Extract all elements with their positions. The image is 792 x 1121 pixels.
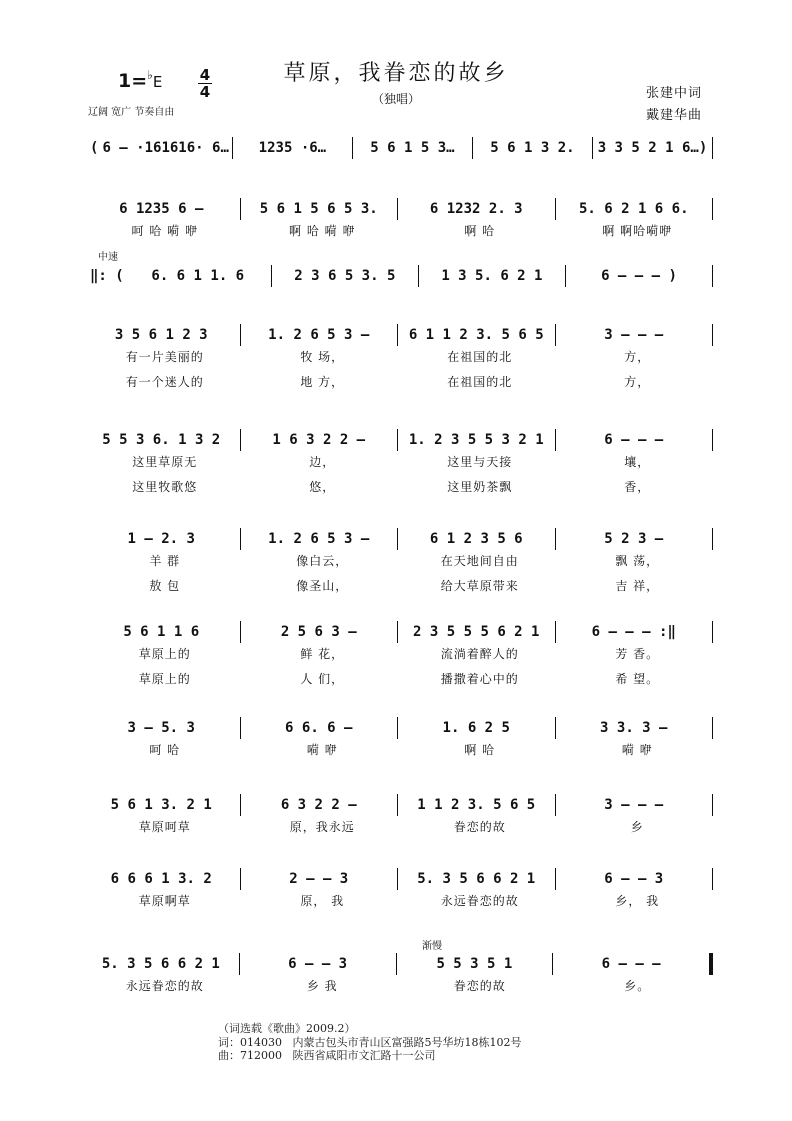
tempo-marking: 辽阔 宽广 节奏自由 [88,107,175,118]
lyric-segment: 原，我永远 [289,820,355,834]
lyric-line [86,478,716,495]
lyric-segment: 流淌着醉人的 [440,647,519,661]
measure: 6 6 6 1 3. 2 [110,871,212,887]
barline [418,265,419,287]
score-row [86,198,716,220]
lyric-segment: 啊 啊哈嗬咿 [602,224,673,238]
barline [240,868,241,890]
barline [555,198,556,220]
barline [555,717,556,739]
barline [352,137,353,159]
lyric-segment: 乡 [630,820,644,834]
barline [240,717,241,739]
barline [239,953,240,975]
score-row [86,621,716,643]
measure: 1 6 3 2 2 – [272,432,366,448]
lyric-segment: 这里奶茶飘 [447,480,513,494]
measure: 2 3 6 5 3. 5 [294,268,396,284]
barline [712,794,713,816]
lyric-line [86,453,716,470]
barline [397,528,398,550]
row-opening: ‖: ( [90,268,124,284]
barline [565,265,566,287]
lyric-segment: 边， [309,455,336,469]
barline [396,953,397,975]
measure: 6 – – 3 [604,871,664,887]
measure: 6. 6 1 1. 6 [151,268,245,284]
barline [712,137,713,159]
lyric-segment: 芳 香。 [615,647,660,661]
lyric-line [86,977,716,994]
score-row [86,868,716,890]
barline [712,868,713,890]
lyric-segment: 人 们， [300,672,345,686]
lyricist-credit: 张建中词 [645,86,702,101]
lyric-segment: 方， [624,350,651,364]
measure: 5. 3 5 6 6 2 1 [101,956,220,972]
lyric-segment: 啊 哈 [464,224,496,238]
barline [397,198,398,220]
measure: 1 – 2. 3 [127,531,195,547]
lyric-segment: 永远眷恋的故 [440,894,519,908]
lyric-segment: 草原上的 [138,647,191,661]
row-opening: ( [90,140,99,156]
measure: 6 6. 6 – [285,720,353,736]
barline [271,265,272,287]
measure: 1. 2 3 5 5 3 2 1 [408,432,544,448]
barline [397,794,398,816]
lyric-segment: 啊 哈 [464,743,496,757]
score-row [86,265,716,287]
measure: 6 – – – [604,432,664,448]
measure: 5 6 1 5 3… [370,140,455,156]
barline [240,621,241,643]
measure: 3 – – – [604,327,664,343]
composer-credit: 戴建华曲 [645,108,702,123]
score-row [86,429,716,451]
barline [397,717,398,739]
measure: 1 3 5. 6 2 1 [441,268,543,284]
measure: 5 6 1 5 6 5 3. [259,201,378,217]
barline [240,324,241,346]
measure: 5 6 1 3. 2 1 [110,797,212,813]
barline [552,953,553,975]
barline [709,953,713,975]
score-row [86,324,716,346]
measure: 1. 2 6 5 3 – [268,531,370,547]
barline [232,137,233,159]
lyric-line [86,577,716,594]
score-row [86,953,716,975]
measure: 6 – – 3 [288,956,348,972]
lyric-segment: 羊 群 [149,554,181,568]
lyric-segment: 乡 我 [306,979,338,993]
barline [712,429,713,451]
lyric-segment: 乡。 [624,979,651,993]
lyric-segment: 像圣山， [296,579,349,593]
lyric-segment: 在祖国的北 [447,350,513,364]
measure: 5 6 1 3 2. [490,140,575,156]
measure: 1. 6 2 5 [442,720,510,736]
lyricist-address: 词：014030 内蒙古包头市青山区富强路5号华坊18栋102号 [218,1036,522,1049]
lyric-segment: 方， [624,375,651,389]
measure: 5. 6 2 1 6 6. [578,201,689,217]
measure: 3 – – – [604,797,664,813]
lyric-line [86,222,716,239]
lyric-segment: 有一片美丽的 [125,350,204,364]
lyric-segment: 给大草原带来 [440,579,519,593]
measure: 5 5 3 5 1 [436,956,513,972]
lyric-segment: 这里与天接 [447,455,513,469]
lyric-segment: 像白云， [296,554,349,568]
lyric-segment: 希 望。 [615,672,660,686]
lyric-segment: 悠， [309,480,336,494]
lyric-segment: 眷恋的故 [453,820,506,834]
lyric-line [86,670,716,687]
barline [240,794,241,816]
barline [712,621,713,643]
barline [240,429,241,451]
barline [397,324,398,346]
lyric-segment: 播撒着心中的 [440,672,519,686]
barline [472,137,473,159]
barline [555,429,556,451]
lyric-segment: 鲜 花， [300,647,345,661]
measure: 6 3 2 2 – [280,797,357,813]
measure: 2 – – 3 [289,871,349,887]
barline [397,868,398,890]
lyric-segment: 牧 场， [300,350,345,364]
lyric-segment: 这里草原无 [132,455,198,469]
lyric-segment: 原， 我 [300,894,345,908]
source-note: （词选载《歌曲》2009.2） [218,1022,356,1035]
measure: 6 1 2 3 5 6 [429,531,523,547]
lyric-line [86,552,716,569]
measure: 6 – – – :‖ [591,624,676,640]
barline [240,528,241,550]
lyric-segment: 地 方， [300,375,345,389]
lyric-segment: 呵 哈 [149,743,181,757]
barline [555,794,556,816]
lyric-segment: 嗬 咿 [306,743,338,757]
composer-address: 曲：712000 陕西省咸阳市文汇路十一公司 [218,1049,436,1062]
barline [397,621,398,643]
lyric-segment: 嗬 咿 [621,743,653,757]
lyric-segment: 敖 包 [149,579,181,593]
lyric-segment: 这里牧歌悠 [132,480,198,494]
measure: 3 3. 3 – [600,720,668,736]
ritardando-marking: 渐慢 [422,941,442,952]
measure: 3 – 5. 3 [127,720,195,736]
score-row [86,528,716,550]
lyric-line [86,741,716,758]
lyric-segment: 乡， 我 [615,894,660,908]
measure: 5. 3 5 6 6 2 1 [417,871,536,887]
measure: 6 1232 2. 3 [429,201,523,217]
measure: 6 – – – [601,956,661,972]
lyric-segment: 草原啊草 [138,894,191,908]
lyric-line [86,348,716,365]
measure: 5 5 3 6. 1 3 2 [102,432,221,448]
key-signature: 1=♭E [118,68,163,92]
measure: 6 – – – ) [601,268,677,284]
lyric-line [86,373,716,390]
lyric-segment: 壤， [624,455,651,469]
measure: 2 3 5 5 5 6 2 1 [413,624,540,640]
barline [397,429,398,451]
barline [712,324,713,346]
lyric-segment: 香， [624,480,651,494]
barline [712,717,713,739]
measure: 3 5 6 1 2 3 [114,327,208,343]
time-signature: 4 4 [199,66,211,101]
measure: 6 1235 6 – [119,201,204,217]
measure: 1. 2 6 5 3 – [268,327,370,343]
barline [555,868,556,890]
song-subtitle: （独唱） [371,92,420,106]
lyric-line [86,645,716,662]
measure: 2 5 6 3 – [280,624,357,640]
score-row [86,137,716,159]
speed-marking: 中速 [98,252,118,263]
song-title: 草原，我眷恋的故乡 [283,61,509,86]
lyric-segment: 在祖国的北 [447,375,513,389]
barline [555,528,556,550]
lyric-segment: 在天地间自由 [440,554,519,568]
barline [712,528,713,550]
lyric-segment: 呵 哈 嗬 咿 [131,224,198,238]
measure: 6 – ·161616· 6… [102,140,229,156]
measure: 5 6 1 1 6 [123,624,200,640]
lyric-segment: 有一个迷人的 [125,375,204,389]
lyric-segment: 草原上的 [138,672,191,686]
measure: 1235 ·6… [258,140,327,156]
barline [712,198,713,220]
barline [712,265,713,287]
barline [240,198,241,220]
barline [555,621,556,643]
lyric-line [86,818,716,835]
lyric-line [86,892,716,909]
measure: 3 3 5 2 1 6…) [597,140,708,156]
lyric-segment: 草原呵草 [138,820,191,834]
barline [592,137,593,159]
lyric-segment: 眷恋的故 [453,979,506,993]
lyric-segment: 永远眷恋的故 [125,979,204,993]
barline [555,324,556,346]
measure: 6 1 1 2 3. 5 6 5 [408,327,544,343]
score-row [86,794,716,816]
score-row [86,717,716,739]
measure: 5 2 3 – [604,531,664,547]
lyric-segment: 吉 祥， [615,579,660,593]
lyric-segment: 啊 哈 嗬 咿 [289,224,356,238]
measure: 1 1 2 3. 5 6 5 [417,797,536,813]
lyric-segment: 飘 荡， [615,554,660,568]
